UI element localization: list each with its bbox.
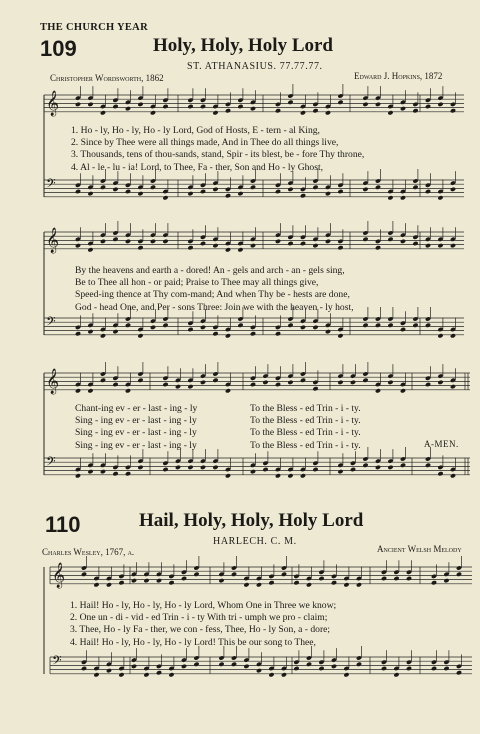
lyric-line: By the heavens and earth a - dored! An - gels and arch - an - gels sing,	[75, 265, 345, 276]
lyrics-block	[70, 600, 336, 649]
lyrics-block	[75, 403, 197, 452]
lyric-line: To the Bless - ed Trin - i - ty.	[250, 427, 361, 439]
hymn-title: Holy, Holy, Holy Lord	[153, 35, 333, 56]
hymn-number: 110	[45, 512, 81, 537]
treble-staff	[44, 221, 464, 253]
lyric-line: 4. Al - le - lu - ia! Lord, to Thee, Fa - ther, Son and Ho - ly Ghost,	[71, 161, 324, 173]
lyric-line: Sing - ing ev - er - last - ing - ly	[75, 415, 197, 427]
words-credit: Charles Wesley, 1767, a.	[42, 547, 135, 557]
lyric-line: To the Bless - ed Trin - i - ty.	[250, 415, 361, 427]
svg-text:𝄞: 𝄞	[46, 91, 60, 116]
svg-text:𝄞: 𝄞	[52, 563, 66, 588]
svg-text:𝄢: 𝄢	[46, 454, 56, 472]
tune-name: HARLECH. C. M.	[213, 536, 297, 547]
music-credit: Edward J. Hopkins, 1872	[354, 71, 443, 81]
svg-text:𝄞: 𝄞	[46, 369, 60, 394]
lyric-line: 2. Since by Thee were all things made, And in Thee do all things live,	[71, 137, 339, 149]
hymn-title: Hail, Holy, Holy, Holy Lord	[139, 510, 364, 531]
lyric-line: 2. One un - di - vid - ed Trin - i - ty With tri - umph we pro - claim;	[70, 612, 328, 624]
lyric-line: Speed-ing thence at Thy com-mand; And when Thy be - hests are done,	[75, 289, 350, 301]
tune-name: ST. ATHANASIUS. 77.77.77.	[187, 61, 323, 72]
words-credit: Christopher Wordsworth, 1862	[50, 73, 164, 83]
lyric-line: Sing - ing ev - er - last - ing - ly	[75, 427, 197, 439]
section-heading: THE CHURCH YEAR	[40, 22, 148, 33]
svg-text:𝄢: 𝄢	[46, 314, 56, 332]
lyric-line: Chant-ing ev - er - last - ing - ly	[75, 403, 198, 414]
treble-staff	[44, 362, 470, 394]
lyric-line: Be to Thee all hon - or paid; Praise to Thee may all things give,	[75, 277, 319, 289]
lyric-line: 3. Thee, Ho - ly Fa - ther, we con - fess, Thee, Ho - ly Son, a - dore;	[70, 624, 331, 636]
svg-text:𝄢: 𝄢	[52, 653, 62, 671]
lyric-line: 4. Hail! Ho - ly, Ho - ly, Ho - ly Lord! This be our song to Thee,	[70, 636, 316, 648]
lyric-line: God - head One, and Per - sons Three: Join we with the heaven - ly host,	[75, 301, 354, 313]
lyric-line: 3. Thousands, tens of thou-sands, stand, Spir - its blest, be - fore Thy throne,	[71, 149, 365, 161]
lyric-line: 1. Hail! Ho - ly, Ho - ly, Ho - ly Lord, Whom One in Three we know;	[70, 600, 337, 611]
lyrics-block	[250, 403, 361, 452]
treble-staff	[44, 84, 464, 116]
lyric-line: Sing - ing ev - er - last - ing - ly	[75, 439, 197, 451]
bass-staff	[50, 646, 472, 677]
amen-label: A-MEN.	[424, 439, 459, 449]
treble-staff	[50, 556, 472, 588]
lyrics-block	[75, 265, 354, 314]
svg-text:𝄞: 𝄞	[46, 228, 60, 253]
lyric-line: To the Bless - ed Trin - i - ty.	[250, 439, 361, 451]
music-credit: Ancient Welsh Melody	[377, 544, 462, 554]
hymn-number: 109	[40, 36, 77, 61]
lyric-line: 1. Ho - ly, Ho - ly, Ho - ly Lord, God of Hosts, E - tern - al King,	[71, 125, 320, 136]
svg-text:𝄢: 𝄢	[46, 176, 56, 194]
lyrics-block	[71, 125, 364, 174]
lyric-line: To the Bless - ed Trin - i - ty.	[250, 403, 361, 414]
